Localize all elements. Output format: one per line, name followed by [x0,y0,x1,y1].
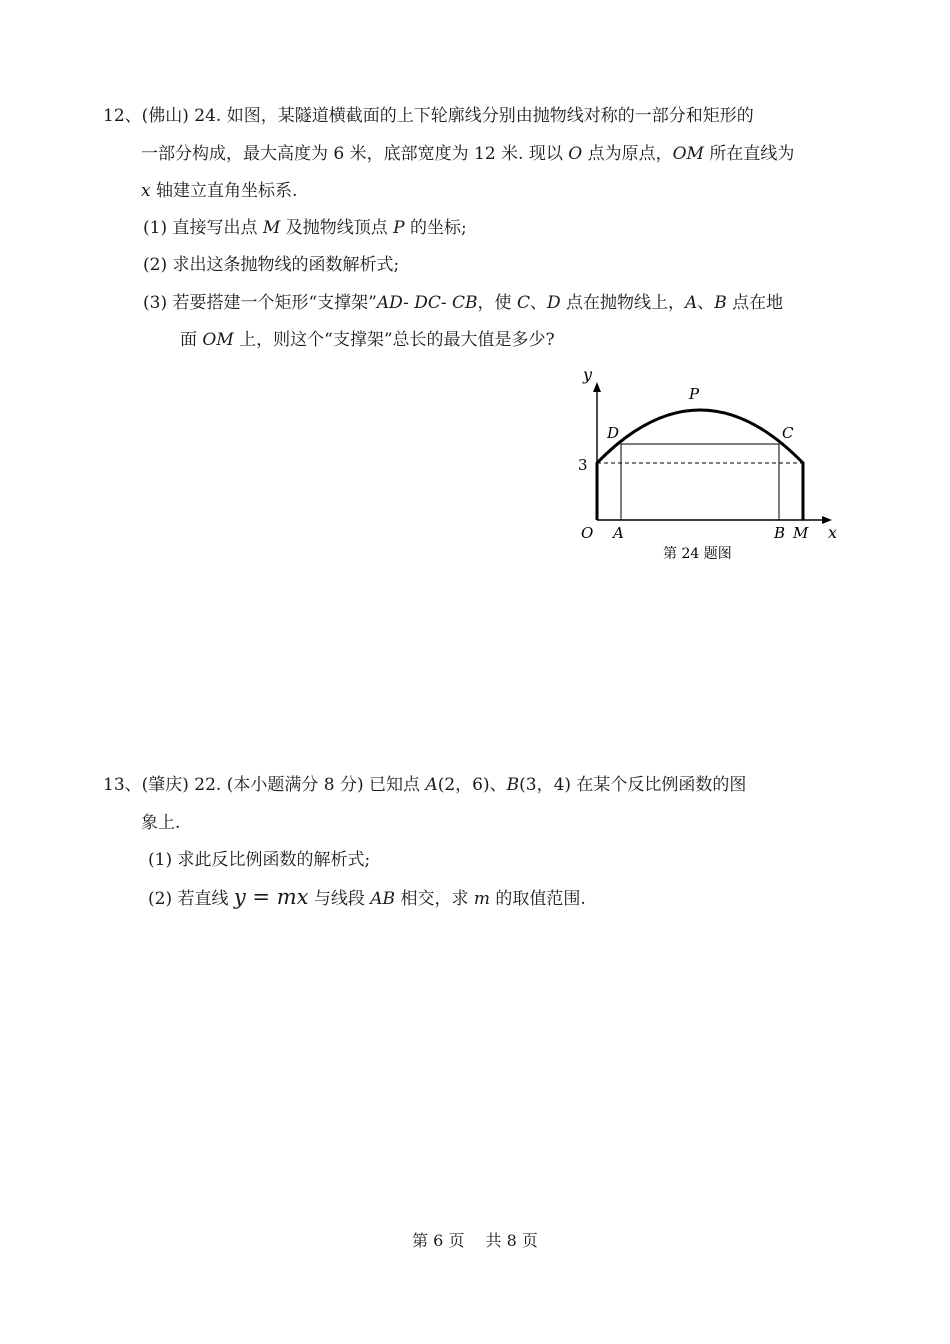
q12-part-2: (2) 求出这条抛物线的函数解析式; [143,255,400,275]
label-C: C [782,424,794,442]
q12-line-3: x 轴建立直角坐标系. [141,181,298,201]
q13-line-2: 象上. [141,813,181,833]
q12-line-2: 一部分构成，最大高度为 6 米，底部宽度为 12 米. 现以 O 点为原点，OM 所在直线为 [141,144,795,164]
q12-part-1: (1) 直接写出点 M 及抛物线顶点 P 的坐标; [143,218,467,238]
q13-part-1: (1) 求此反比例函数的解析式; [148,850,371,870]
label-O: O [581,524,594,542]
y-axis-arrow [593,382,601,392]
page-footer [0,1230,950,1252]
q12-part-3: (3) 若要搭建一个矩形“支撑架”AD- DC- CB，使 C、D 点在抛物线上，A、B 点在地 [143,293,784,313]
figure-caption: 第 24 题图 [663,546,732,562]
tunnel-outline [597,410,803,520]
label-A: A [613,524,624,542]
label-x: x [828,523,838,542]
tunnel-figure [560,360,860,570]
support-rectangle [621,444,779,520]
label-3: 3 [578,456,588,474]
q12-line-1: 12、(佛山) 24. 如图，某隧道横截面的上下轮廓线分别由抛物线对称的一部分和矩形的 [103,106,754,126]
label-P: P [689,385,700,403]
label-B: B [774,524,786,542]
q12-part-3-cont: 面 OM 上，则这个“支撑架”总长的最大值是多少? [180,330,555,350]
label-y: y [583,365,593,384]
q13-part-2: (2) 若直线 y = mx 与线段 AB 相交，求 m 的取值范围. [148,885,586,909]
label-D: D [607,424,620,442]
label-M: M [793,524,809,542]
equation-y-mx: y = mx [233,885,309,909]
q13-line-1: 13、(肇庆) 22. (本小题满分 8 分) 已知点 A(2，6)、B(3，4) 在某个反比例函数的图 [103,775,747,795]
page-number: 第 6 页 共 8 页 [412,1231,538,1250]
